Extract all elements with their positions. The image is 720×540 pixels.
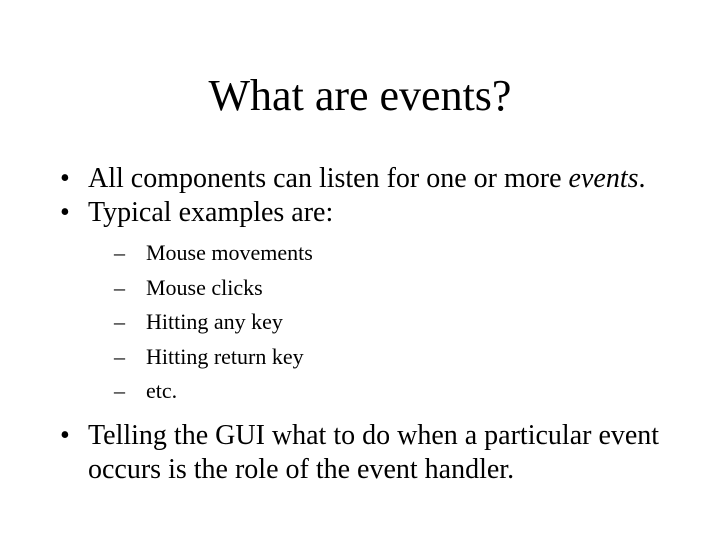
bullet-marker: • bbox=[60, 197, 70, 228]
example-text: etc. bbox=[146, 378, 178, 403]
sub-marker: – bbox=[114, 274, 125, 300]
example-list bbox=[114, 236, 680, 409]
example-text: Hitting any key bbox=[146, 309, 283, 334]
bullet-text-emphasis: events bbox=[568, 163, 639, 194]
example-text: Mouse clicks bbox=[146, 274, 263, 300]
bullet-item-event-handler bbox=[60, 419, 680, 487]
example-item bbox=[114, 374, 680, 409]
example-item bbox=[114, 236, 680, 271]
bullet-item-examples bbox=[60, 196, 680, 230]
bullet-text-after: . bbox=[638, 163, 646, 194]
example-item bbox=[114, 340, 680, 375]
bullet-list bbox=[60, 162, 680, 487]
bullet-item-components bbox=[60, 162, 680, 196]
sub-marker: – bbox=[114, 240, 125, 265]
example-text: Hitting return key bbox=[146, 343, 304, 369]
sub-marker: – bbox=[114, 309, 125, 334]
bullet-text: Telling the GUI what to do when a particular event occurs is the role of the event handler. bbox=[88, 419, 660, 485]
bullet-text: Typical examples are: bbox=[88, 197, 334, 228]
bullet-text-before: All components can listen for one or more bbox=[88, 163, 569, 194]
bullet-marker: • bbox=[60, 419, 70, 451]
example-item bbox=[114, 271, 680, 306]
slide-title: What are events? bbox=[208, 71, 512, 120]
bullet-marker: • bbox=[60, 163, 70, 194]
example-text: Mouse movements bbox=[146, 240, 313, 265]
sub-marker: – bbox=[114, 343, 125, 369]
sub-marker: – bbox=[114, 378, 125, 403]
example-item bbox=[114, 305, 680, 340]
